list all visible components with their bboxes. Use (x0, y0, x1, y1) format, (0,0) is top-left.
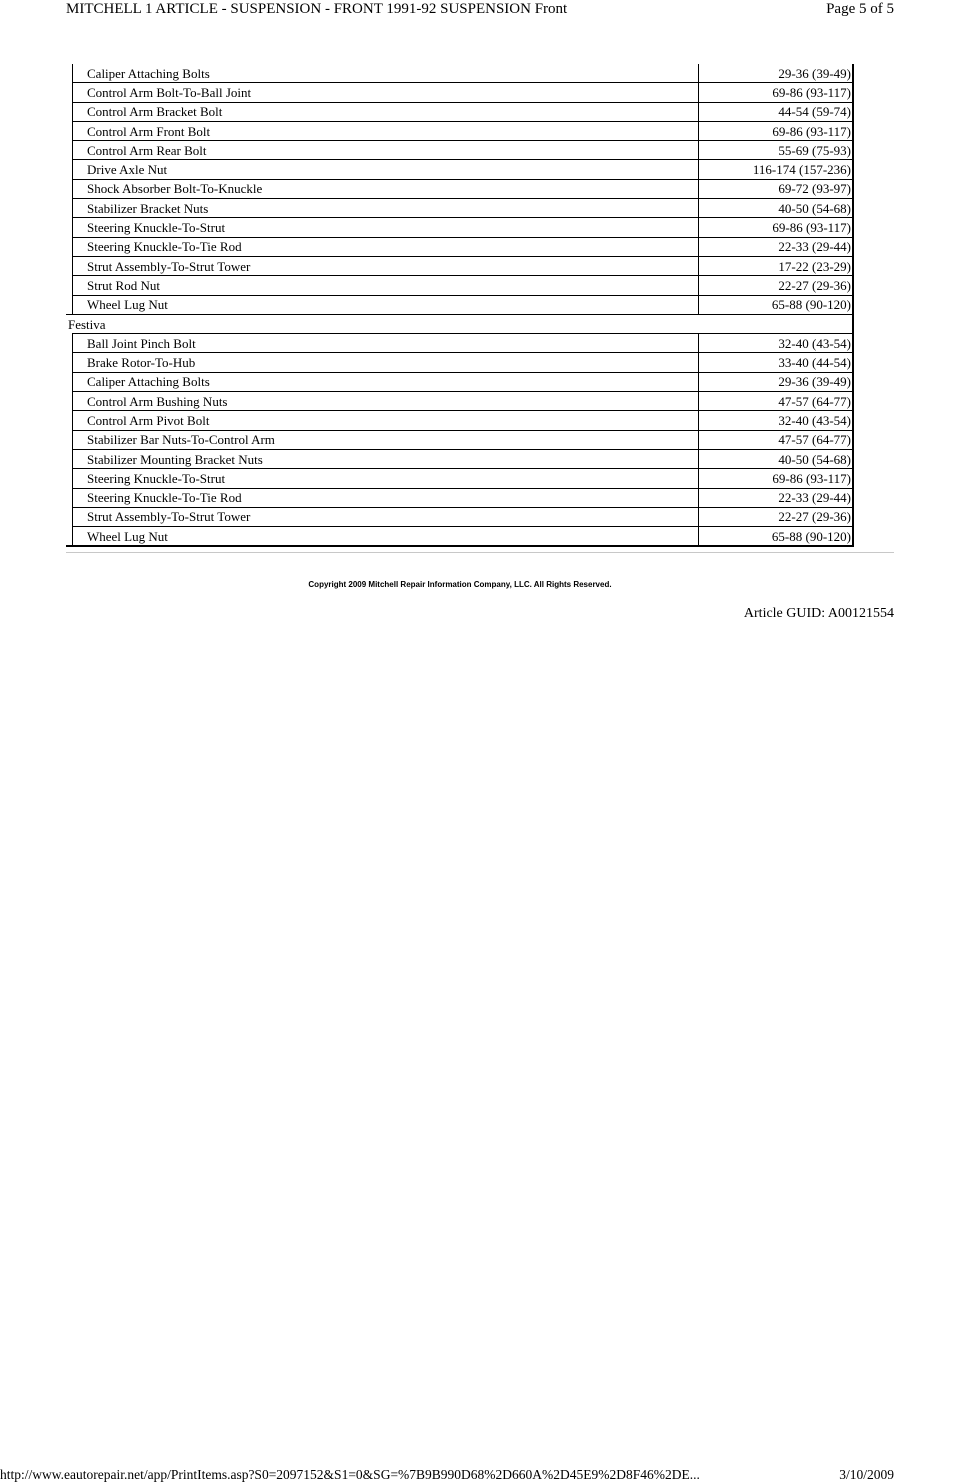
row-name: Stabilizer Bracket Nuts (73, 199, 699, 218)
footer-url: http://www.eautorepair.net/app/PrintItems.asp?S0=2097152&S1=0&SG=%7B9B990D68%2D660A%2D45E9%2D8F46%2DE... (0, 1467, 700, 1482)
row-name: Control Arm Bolt-To-Ball Joint (73, 83, 699, 102)
table-row (66, 372, 853, 391)
row-value: 47-57 (64-77) (699, 430, 854, 449)
page-number: Page 5 of 5 (826, 1, 894, 17)
row-name: Control Arm Front Bolt (73, 121, 699, 140)
row-name: Steering Knuckle-To-Strut (73, 469, 699, 488)
row-value: 22-27 (29-36) (699, 276, 854, 295)
row-name: Drive Axle Nut (73, 160, 699, 179)
row-value: 32-40 (43-54) (699, 411, 854, 430)
table-row (66, 160, 853, 179)
row-value: 69-72 (93-97) (699, 179, 854, 198)
table-row (66, 449, 853, 468)
separator-line (66, 552, 894, 553)
row-value: 29-36 (39-49) (699, 64, 854, 83)
row-name: Strut Assembly-To-Strut Tower (73, 256, 699, 275)
table-row (66, 488, 853, 507)
row-name: Brake Rotor-To-Hub (73, 353, 699, 372)
page-header-title: MITCHELL 1 ARTICLE - SUSPENSION - FRONT 1991-92 SUSPENSION Front (66, 1, 568, 17)
row-name: Strut Rod Nut (73, 276, 699, 295)
group-label: Festiva (66, 314, 853, 333)
table-row (66, 218, 853, 237)
row-name: Caliper Attaching Bolts (73, 64, 699, 83)
row-value: 65-88 (90-120) (699, 527, 854, 547)
row-name: Control Arm Pivot Bolt (73, 411, 699, 430)
row-name: Control Arm Rear Bolt (73, 141, 699, 160)
row-name: Steering Knuckle-To-Tie Rod (73, 488, 699, 507)
group-header-row (66, 314, 853, 333)
table-row (66, 199, 853, 218)
table-row (66, 469, 853, 488)
article-guid: Article GUID: A00121554 (743, 606, 894, 621)
table-row (66, 141, 853, 160)
table-row (66, 527, 853, 547)
row-name: Shock Absorber Bolt-To-Knuckle (73, 179, 699, 198)
table-row (66, 353, 853, 372)
row-value: 65-88 (90-120) (699, 295, 854, 314)
table-row (66, 295, 853, 314)
copyright-notice: Copyright 2009 Mitchell Repair Information Company, LLC. All Rights Reserved. (308, 580, 612, 589)
table-row (66, 237, 853, 256)
table-row (66, 276, 853, 295)
row-value: 44-54 (59-74) (699, 102, 854, 121)
row-name: Caliper Attaching Bolts (73, 372, 699, 391)
row-value: 22-27 (29-36) (699, 507, 854, 526)
row-value: 69-86 (93-117) (699, 469, 854, 488)
table-row (66, 507, 853, 526)
table-row (66, 334, 853, 353)
row-name: Control Arm Bracket Bolt (73, 102, 699, 121)
row-value: 69-86 (93-117) (699, 83, 854, 102)
row-value: 22-33 (29-44) (699, 488, 854, 507)
row-value: 40-50 (54-68) (699, 199, 854, 218)
row-name: Ball Joint Pinch Bolt (73, 334, 699, 353)
row-name: Strut Assembly-To-Strut Tower (73, 507, 699, 526)
row-value: 29-36 (39-49) (699, 372, 854, 391)
torque-spec-table (66, 64, 854, 547)
table-row (66, 179, 853, 198)
table-row (66, 256, 853, 275)
table-row (66, 121, 853, 140)
row-value: 40-50 (54-68) (699, 449, 854, 468)
row-name: Wheel Lug Nut (73, 295, 699, 314)
row-value: 55-69 (75-93) (699, 141, 854, 160)
row-value: 47-57 (64-77) (699, 392, 854, 411)
row-name: Stabilizer Mounting Bracket Nuts (73, 449, 699, 468)
row-name: Wheel Lug Nut (73, 527, 699, 547)
table-row (66, 83, 853, 102)
table-row (66, 64, 853, 83)
row-value: 32-40 (43-54) (699, 334, 854, 353)
row-name: Stabilizer Bar Nuts-To-Control Arm (73, 430, 699, 449)
table-row (66, 102, 853, 121)
row-name: Steering Knuckle-To-Strut (73, 218, 699, 237)
row-value: 22-33 (29-44) (699, 237, 854, 256)
row-name: Steering Knuckle-To-Tie Rod (73, 237, 699, 256)
row-name: Control Arm Bushing Nuts (73, 392, 699, 411)
table-row (66, 430, 853, 449)
footer-date: 3/10/2009 (839, 1467, 894, 1482)
table-row (66, 392, 853, 411)
row-value: 17-22 (23-29) (699, 256, 854, 275)
row-value: 116-174 (157-236) (699, 160, 854, 179)
row-value: 69-86 (93-117) (699, 121, 854, 140)
table-row (66, 411, 853, 430)
row-value: 33-40 (44-54) (699, 353, 854, 372)
row-value: 69-86 (93-117) (699, 218, 854, 237)
